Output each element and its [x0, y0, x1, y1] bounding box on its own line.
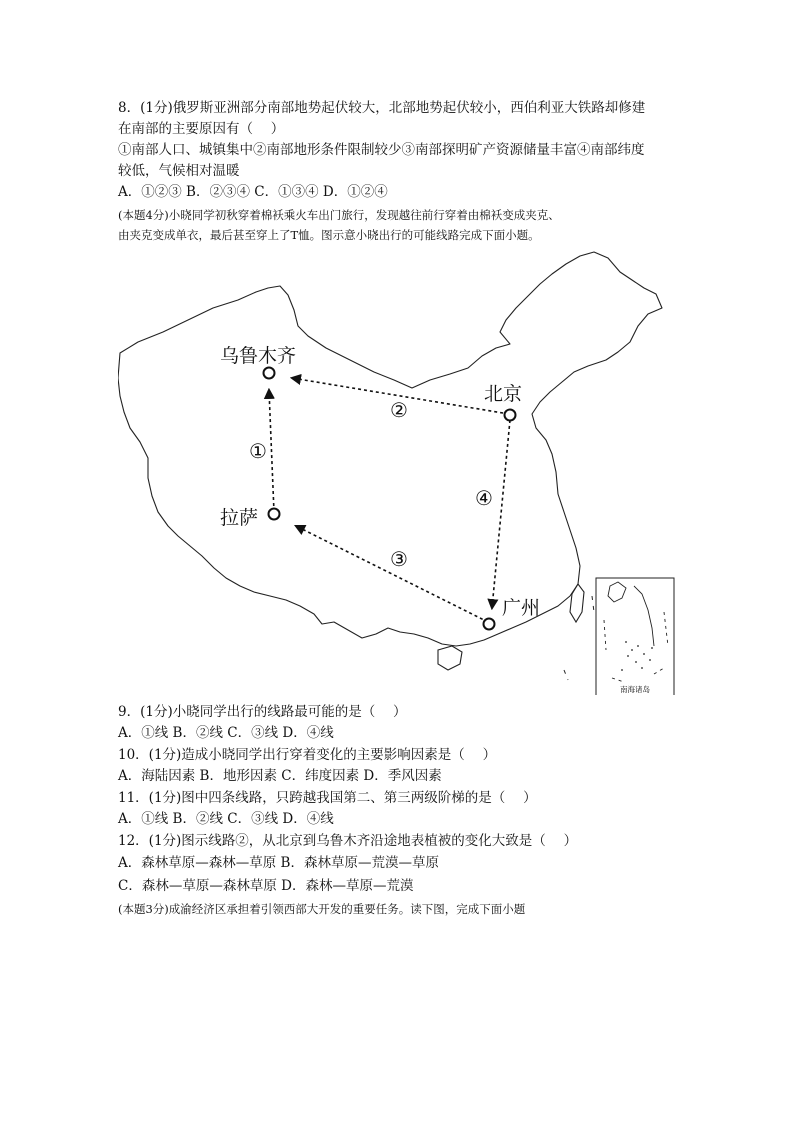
route-3-label: ③: [390, 547, 408, 571]
guangzhou-label: 广州: [502, 597, 541, 619]
lhasa-label: 拉萨: [220, 507, 259, 529]
route-4-label: ④: [475, 486, 493, 510]
q8-line3: ①南部人口、城镇集中②南部地形条件限制较少③南部探明矿产资源储量丰富④南部纬度: [118, 142, 645, 158]
lhasa-marker: [269, 509, 280, 520]
guangzhou-marker: [484, 619, 495, 630]
route-3-line: [296, 526, 488, 622]
q12-stem: 12．(1分)图示线路②，从北京到乌鲁木齐沿途地表植被的变化大致是（ ）: [118, 833, 578, 849]
q8-line2: 在南部的主要原因有（ ）: [118, 121, 285, 137]
q8-line1: 8．(1分)俄罗斯亚洲部分南部地势起伏较大，北部地势起伏较小，西伯利亚大铁路却修建: [118, 100, 646, 116]
q8-options: A．①②③ B．②③④ C．①③④ D．①②④: [118, 184, 388, 200]
q11-stem: 11．(1分)图中四条线路，只跨越我国第二、第三两级阶梯的是（ ）: [118, 790, 537, 806]
q12-options-2: C．森林—草原—森林草原 D．森林—草原—荒漠: [118, 878, 414, 894]
q11-options: A．①线 B．②线 C．③线 D．④线: [118, 811, 334, 827]
q10-stem: 10．(1分)造成小晓同学出行穿着变化的主要影响因素是（ ）: [118, 747, 497, 763]
urumqi-marker: [264, 368, 275, 379]
route-2-label: ②: [390, 398, 408, 422]
beijing-label: 北京: [484, 383, 523, 405]
q8-line4: 较低，气候相对温暖: [118, 163, 240, 179]
route-1-label: ①: [249, 439, 267, 463]
route-1-line: [269, 390, 274, 512]
china-route-map: [118, 250, 678, 695]
maritime-boundary-dashes: [564, 596, 594, 680]
q12-options-1: A．森林草原—森林—草原 B．森林草原—荒漠—草原: [118, 855, 439, 871]
q9-stem: 9．(1分)小晓同学出行的线路最可能的是（ ）: [118, 704, 407, 720]
q10-options: A．海陆因素 B．地形因素 C．纬度因素 D．季风因素: [118, 768, 442, 784]
intro1-line2: 由夹克变成单衣，最后甚至穿上了T恤。图示意小晓出行的可能线路完成下面小题。: [118, 228, 540, 242]
hainan-island: [438, 646, 462, 670]
urumqi-label: 乌鲁木齐: [220, 345, 297, 367]
beijing-marker: [505, 410, 516, 421]
q9-options: A．①线 B．②线 C．③线 D．④线: [118, 725, 334, 741]
inset-label: 南海诸岛: [620, 685, 650, 694]
intro2-line1: (本题3分)成渝经济区承担着引领西部大开发的重要任务。读下图，完成下面小题: [118, 902, 526, 916]
route-4-line: [492, 420, 510, 608]
intro1-line1: (本题4分)小晓同学初秋穿着棉袄乘火车出门旅行，发现越往前行穿着由棉袄变成夹克、: [118, 208, 560, 222]
taiwan-island: [570, 584, 584, 622]
